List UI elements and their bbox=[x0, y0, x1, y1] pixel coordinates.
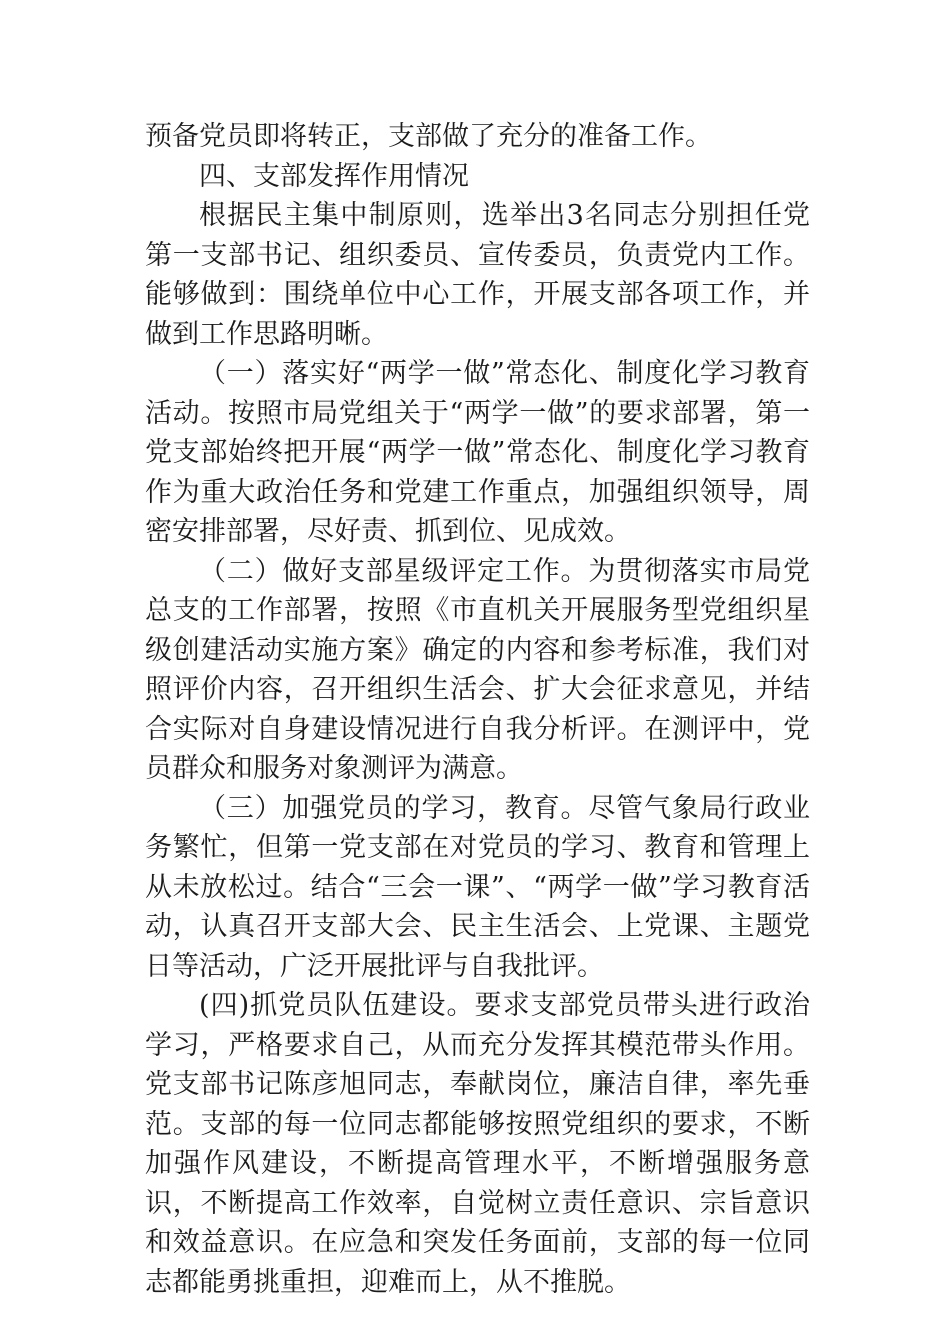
paragraph-item-4: (四)抓党员队伍建设。要求支部党员带头进行政治学习，严格要求自己，从而充分发挥其模范带头作用。党支部书记陈彦旭同志，奉献岗位，廉洁自律，率先垂范。支部的每一位同志都能够按照党组织的要求，不断加强作风建设，不断提高管理水平，不断增强服务意识，不断提高工作效率，自觉树立责任意识、宗旨意识和效益意识。在应急和突发任务面前，支部的每一位同志都能勇挑重担，迎难而上，从不推脱。 bbox=[145, 990, 810, 1298]
paragraph-election: 根据民主集中制原则，选举出3名同志分别担任党第一支部书记、组织委员、宣传委员，负责党内工作。能够做到：围绕单位中心工作，开展支部各项工作，并做到工作思路明晰。 bbox=[145, 200, 810, 350]
paragraph-item-3: （三）加强党员的学习，教育。尽管气象局行政业务繁忙，但第一党支部在对党员的学习、教育和管理上从未放松过。结合“三会一课”、“两学一做”学习教育活动，认真召开支部大会、民主生活会、上党课、主题党日等活动，广泛开展批评与自我批评。 bbox=[145, 792, 810, 982]
paragraph-continuation: 预备党员即将转正，支部做了充分的准备工作。 bbox=[145, 121, 712, 152]
section-heading: 四、支部发挥作用情况 bbox=[199, 160, 469, 192]
paragraph-item-1: （一）落实好“两学一做”常态化、制度化学习教育活动。按照市局党组关于“两学一做”的要求部署，第一党支部始终把开展“两学一做”常态化、制度化学习教育作为重大政治任务和党建工作重点，加强组织领导，周密安排部署，尽好责、抓到位、见成效。 bbox=[145, 358, 810, 547]
paragraph-item-2: （二）做好支部星级评定工作。为贯彻落实市局党总支的工作部署，按照《市直机关开展服务型党组织星级创建活动实施方案》确定的内容和参考标准，我们对照评价内容，召开组织生活会、扩大会征求意见，并结合实际对自身建设情况进行自我分析评。在测评中，党员群众和服务对象测评为满意。 bbox=[145, 555, 810, 784]
document-body bbox=[145, 117, 810, 1302]
